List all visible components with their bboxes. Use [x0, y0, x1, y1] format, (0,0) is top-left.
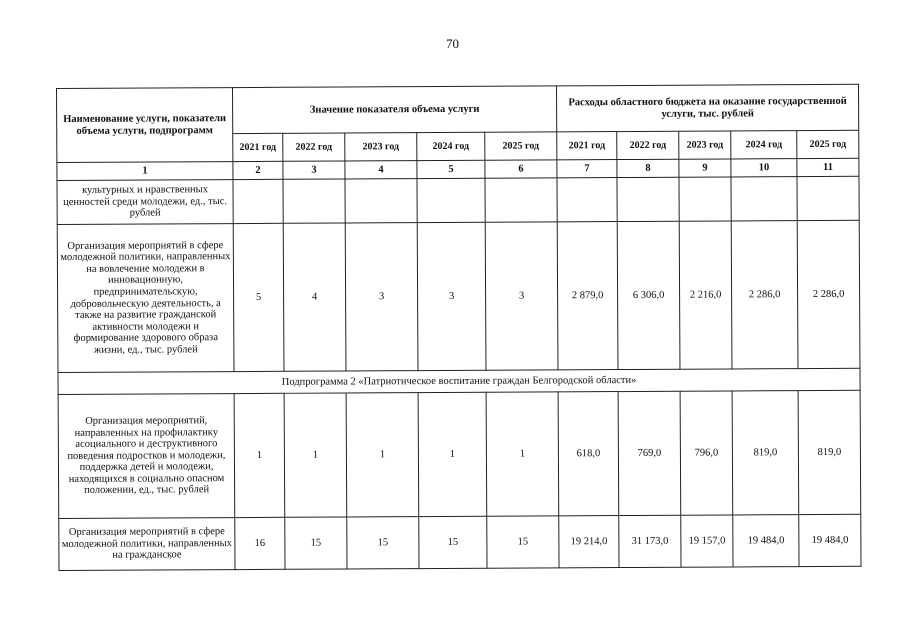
header-volume-year: 2021 год — [233, 133, 283, 161]
header-name-column: Наименование услуги, показатели объема услуги, подпрограмм — [57, 88, 233, 163]
budget-value: 19 214,0 — [559, 516, 619, 568]
volume-value: 1 — [284, 393, 347, 517]
budget-value: 819,0 — [732, 391, 799, 515]
service-name: Организация мероприятий в сфере молодежной политики, направленных на вовлечение молодежи в инновационную, предпринимательскую, добровольческую деятельность, а также на развитие гражданской активности молодежи и формирование здорового образа жизни, ед., тыс. рублей — [57, 224, 234, 373]
volume-value: 3 — [417, 222, 486, 370]
volume-value: 4 — [283, 223, 346, 371]
budget-value — [797, 176, 859, 220]
budget-value — [731, 177, 797, 221]
header-volume-year: 2025 год — [485, 132, 557, 160]
volume-value: 15 — [285, 517, 347, 569]
header-volume-year: 2023 год — [345, 133, 417, 161]
budget-table — [56, 84, 862, 571]
budget-value — [617, 177, 679, 221]
budget-value: 19 157,0 — [681, 515, 733, 567]
budget-value: 31 173,0 — [619, 515, 681, 567]
column-index: 4 — [345, 161, 417, 179]
budget-value: 19 484,0 — [733, 515, 799, 567]
budget-value: 6 306,0 — [617, 221, 680, 369]
budget-value: 2 286,0 — [731, 221, 798, 369]
volume-value — [345, 179, 417, 223]
header-budget-group: Расходы областного бюджета на оказание государственной услуги, тыс. рублей — [557, 84, 859, 132]
budget-value: 819,0 — [798, 390, 861, 514]
volume-value: 1 — [418, 392, 487, 516]
header-volume-year: 2024 год — [417, 132, 485, 160]
column-index: 1 — [57, 162, 233, 181]
service-name: Организация мероприятий, направленных на профилактику асоциального и деструктивного поведения подростков и молодежи, поддержка детей и молодежи, находящихся в социально опасном положении, ед., тыс. рублей — [58, 394, 235, 519]
budget-value: 2 216,0 — [679, 221, 732, 369]
column-index: 6 — [485, 160, 557, 178]
volume-value — [283, 179, 345, 223]
volume-value — [485, 178, 557, 222]
volume-value: 16 — [235, 517, 285, 569]
column-index: 9 — [679, 159, 731, 177]
page-number: 70 — [446, 36, 459, 51]
volume-value: 5 — [233, 223, 284, 371]
table-row — [57, 220, 860, 372]
header-budget-year: 2022 год — [617, 131, 679, 159]
column-index: 10 — [731, 159, 797, 177]
volume-value: 1 — [234, 393, 285, 517]
budget-value: 2 879,0 — [557, 222, 618, 370]
volume-value: 3 — [345, 223, 418, 371]
budget-value: 19 484,0 — [799, 514, 861, 566]
column-index: 3 — [283, 161, 345, 179]
volume-value: 3 — [485, 222, 558, 370]
budget-value: 2 286,0 — [797, 220, 860, 368]
table-row — [59, 514, 861, 570]
column-index: 2 — [233, 161, 283, 179]
column-index: 8 — [617, 159, 679, 177]
header-budget-year: 2024 год — [731, 131, 797, 159]
volume-value: 15 — [347, 517, 419, 569]
column-index: 7 — [557, 160, 617, 178]
volume-value — [233, 179, 283, 223]
service-name: Организация мероприятий в сфере молодежной политики, направленных на гражданское — [59, 518, 235, 571]
volume-value: 15 — [487, 516, 559, 568]
volume-value: 15 — [419, 516, 487, 568]
header-volume-group: Значение показателя объема услуги — [233, 86, 557, 134]
header-volume-year: 2022 год — [283, 133, 345, 161]
budget-value — [679, 177, 731, 221]
budget-value — [557, 178, 617, 222]
budget-value: 769,0 — [618, 391, 681, 515]
subprogram-title: Подпрограмма 2 «Патриотическое воспитание граждан Белгородской области» — [58, 368, 860, 394]
service-name: культурных и нравственных ценностей среди молодежи, ед., тыс. рублей — [57, 180, 233, 225]
budget-value: 796,0 — [680, 391, 733, 515]
column-index: 11 — [797, 158, 859, 176]
budget-value: 618,0 — [558, 392, 619, 516]
header-budget-year: 2023 год — [679, 131, 731, 159]
volume-value: 1 — [486, 392, 559, 516]
header-budget-year: 2021 год — [557, 132, 617, 160]
volume-value: 1 — [346, 393, 419, 517]
volume-value — [417, 178, 485, 222]
column-index: 5 — [417, 160, 485, 178]
header-budget-year: 2025 год — [797, 130, 859, 158]
table-row — [58, 390, 861, 518]
table-row — [57, 176, 859, 224]
header-row-groups — [57, 84, 859, 134]
